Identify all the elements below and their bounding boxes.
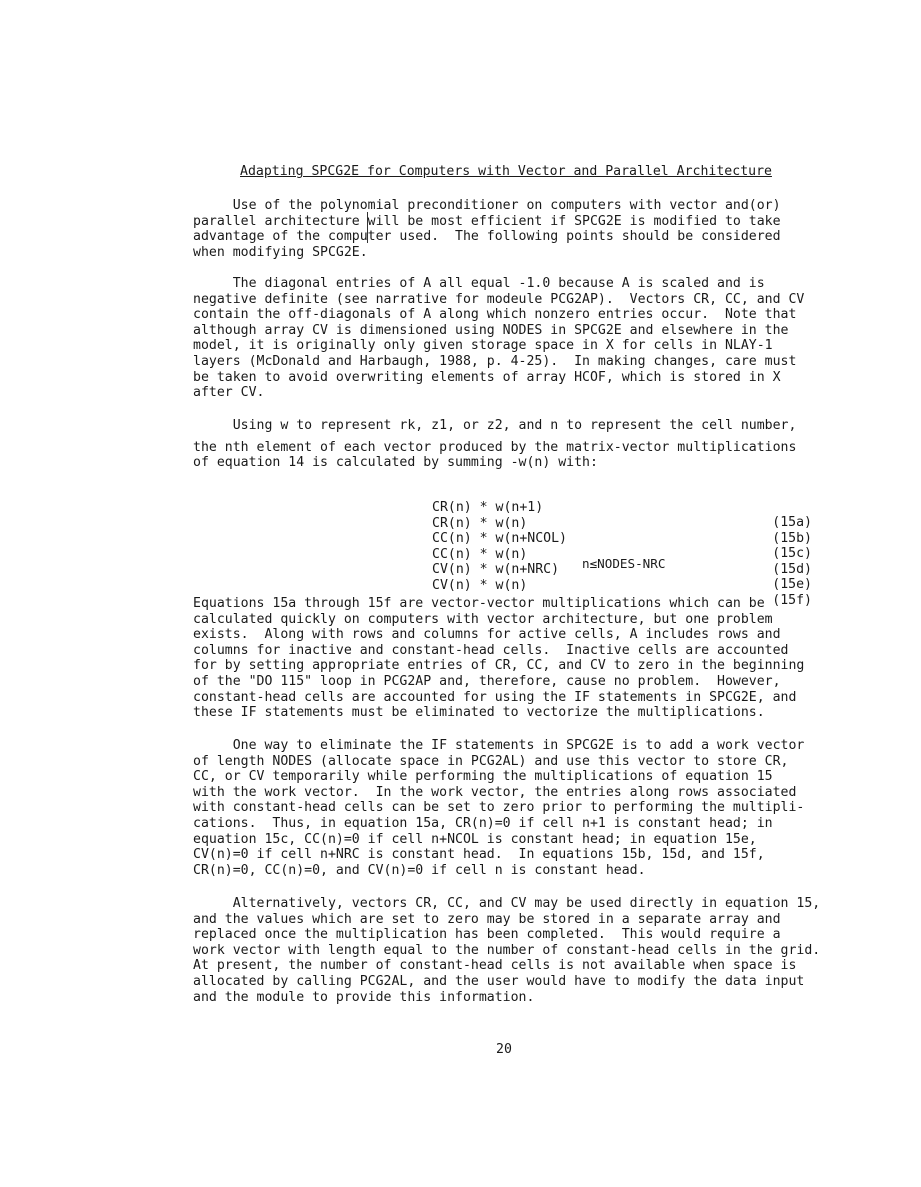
section-title: Adapting SPCG2E for Computers with Vector and Parallel Architecture — [240, 164, 772, 179]
text-line: of the "DO 115" loop in PCG2AP and, therefore, cause no problem. However, — [193, 673, 781, 689]
text-line: of equation 14 is calculated by summing -w(n) with: — [193, 455, 598, 471]
equation-row — [432, 485, 812, 530]
text-line: replaced once the multiplication has been completed. This would require a — [193, 927, 781, 943]
text-line: and the values which are set to zero may be stored in a separate array and — [193, 911, 781, 927]
equation-label: (15d) — [772, 561, 812, 577]
text-line: One way to eliminate the IF statements in SPCG2E is to add a work vector — [193, 738, 805, 753]
equation-label: (15e) — [772, 577, 812, 592]
paragraph-eliminate-if — [193, 738, 818, 878]
equation-label: (15c) — [772, 546, 812, 561]
text-line: although array CV is dimensioned using NODES in SPCG2E and elsewhere in the — [193, 322, 789, 338]
text-line: Equations 15a through 15f are vector-vector multiplications which can be — [193, 596, 765, 611]
equation-expression: CV(n) * w(n) — [432, 578, 528, 593]
text-line: calculated quickly on computers with vector architecture, but one problem — [193, 611, 773, 627]
text-line: layers (McDonald and Harbaugh, 1988, p. 4-25). In making changes, care must — [193, 353, 797, 369]
text-line: be taken to avoid overwriting elements of array HCOF, which is stored in X — [193, 369, 781, 385]
equation-expression: CR(n) * w(n+1) — [432, 500, 544, 515]
text-line: and the module to provide this information. — [193, 989, 535, 1005]
text-line: model, it is originally only given storage space in X for cells in NLAY-1 — [193, 338, 773, 354]
paragraph-intro — [193, 198, 818, 260]
paragraph-diagonal-entries — [193, 276, 818, 401]
equation-expression: CR(n) * w(n) — [432, 515, 528, 531]
text-line: of length NODES (allocate space in PCG2AL) and use this vector to store CR, — [193, 753, 789, 769]
text-line: The diagonal entries of A all equal -1.0 because A is scaled and is — [193, 276, 765, 291]
text-line: with the work vector. In the work vector, the entries along rows associated — [193, 784, 797, 800]
text-line: after CV. — [193, 385, 265, 401]
text-line: these IF statements must be eliminated to vectorize the multiplications. — [193, 705, 765, 721]
equation-label: (15b) — [772, 530, 812, 546]
text-line: Using w to represent rk, z1, or z2, and n to represent the cell number, — [193, 418, 797, 433]
text-line: Use of the polynomial preconditioner on computers with vector and(or) — [193, 198, 781, 213]
paragraph-using-w — [193, 418, 818, 471]
text-line: cations. Thus, in equation 15a, CR(n)=0 if cell n+1 is constant head; in — [193, 815, 773, 831]
text-line: exists. Along with rows and columns for active cells, A includes rows and — [193, 627, 781, 643]
page-number: 20 — [496, 1042, 512, 1057]
text-line: negative definite (see narrative for modeule PCG2AP). Vectors CR, CC, and CV — [193, 291, 805, 307]
text-line: CV(n)=0 if cell n+NRC is constant head. In equations 15b, 15d, and 15f, — [193, 847, 765, 863]
text-line: parallel architecture will be most efficient if SPCG2E is modified to take — [193, 213, 781, 229]
text-line: for by setting appropriate entries of CR, CC, and CV to zero in the beginning — [193, 658, 805, 674]
text-line: CR(n)=0, CC(n)=0, and CV(n)=0 if cell n is constant head. — [193, 862, 646, 878]
text-line: CC, or CV temporarily while performing the multiplications of equation 15 — [193, 769, 773, 785]
text-line: equation 15c, CC(n)=0 if cell n+NCOL is constant head; in equation 15e, — [193, 831, 757, 847]
text-line: contain the off-diagonals of A along which nonzero entries occur. Note that — [193, 307, 797, 323]
equation-expression: CC(n) * w(n+NCOL) — [432, 531, 567, 546]
equation-label: (15a) — [772, 515, 812, 530]
text-line: columns for inactive and constant-head cells. Inactive cells are accounted — [193, 642, 789, 658]
equation-expression: CC(n) * w(n) — [432, 546, 528, 562]
text-line: constant-head cells are accounted for using the IF statements in SPCG2E, and — [193, 689, 797, 705]
equation-label: (15f) — [772, 593, 812, 608]
text-line: when modifying SPCG2E. — [193, 244, 368, 260]
paragraph-vector-multiplications — [193, 596, 818, 721]
text-line: allocated by calling PCG2AL, and the user would have to modify the data input — [193, 973, 805, 989]
text-line: the nth element of each vector produced by the matrix-vector multiplications — [193, 439, 797, 455]
text-line: advantage of the computer used. The following points should be considered — [193, 229, 781, 245]
text-line: work vector with length equal to the number of constant-head cells in the grid. — [193, 942, 821, 958]
text-line: Alternatively, vectors CR, CC, and CV may be used directly in equation 15, — [193, 896, 821, 911]
equation-expression: CV(n) * w(n+NRC) — [432, 562, 560, 577]
text-line: At present, the number of constant-head cells is not available when space is — [193, 958, 797, 974]
equation-condition: n≤NODES-NRC — [582, 556, 666, 571]
text-line: with constant-head cells can be set to zero prior to performing the multipli- — [193, 800, 805, 816]
paragraph-alternatively — [193, 896, 821, 1005]
